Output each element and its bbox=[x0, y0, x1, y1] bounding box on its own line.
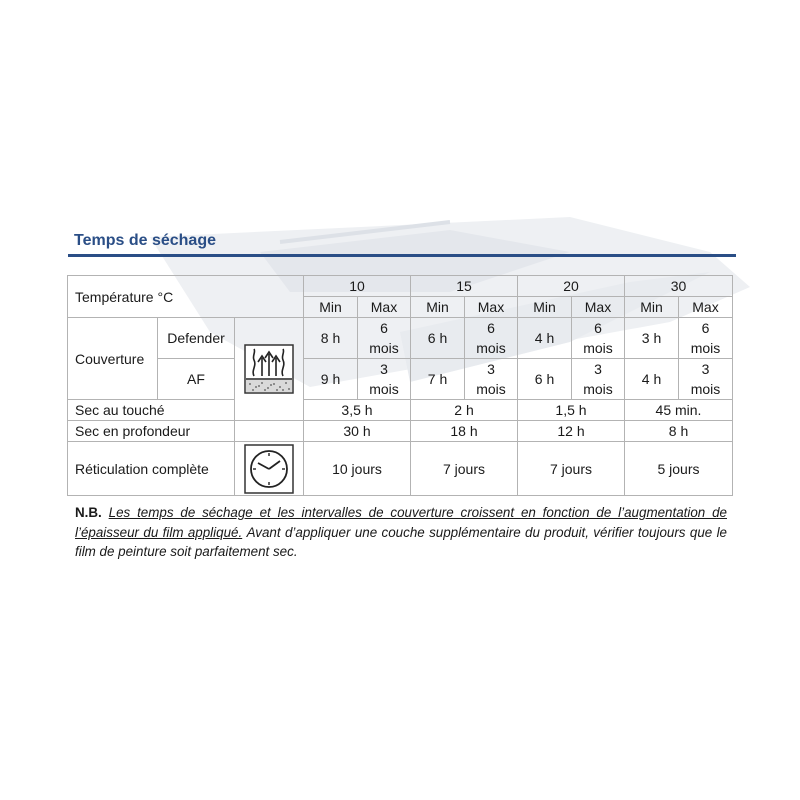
through-dry-row bbox=[68, 421, 733, 442]
min-header: Min bbox=[411, 297, 465, 318]
title-divider bbox=[68, 254, 736, 257]
touch-dry-label: Sec au touché bbox=[68, 400, 235, 421]
max-value: 3 mois bbox=[679, 359, 733, 400]
touch-dry-value: 1,5 h bbox=[518, 400, 625, 421]
clock-icon bbox=[244, 444, 294, 494]
product-label-af: AF bbox=[158, 359, 235, 400]
defender-row bbox=[68, 318, 733, 359]
through-dry-label: Sec en profondeur bbox=[68, 421, 235, 442]
full-cure-label: Réticulation complète bbox=[68, 442, 235, 496]
temperature-header: 15 bbox=[411, 276, 518, 297]
temperature-header: 30 bbox=[625, 276, 733, 297]
min-value: 4 h bbox=[518, 318, 572, 359]
note-prefix: N.B. bbox=[75, 505, 102, 520]
max-header: Max bbox=[358, 297, 411, 318]
touch-dry-value: 3,5 h bbox=[304, 400, 411, 421]
empty-icon-gap bbox=[235, 421, 304, 442]
max-header: Max bbox=[572, 297, 625, 318]
full-cure-row bbox=[68, 442, 733, 496]
heat-waves-drying-icon bbox=[244, 344, 294, 394]
min-value: 6 h bbox=[518, 359, 572, 400]
note-rest-text: Avant d’appliquer une couche supplémentaire du produit, vérifier toujours que le film de peinture soit parfaitement sec. bbox=[75, 524, 727, 559]
cure-icon-cell bbox=[235, 442, 304, 496]
through-dry-value: 12 h bbox=[518, 421, 625, 442]
max-value: 6 mois bbox=[358, 318, 411, 359]
max-value: 3 mois bbox=[572, 359, 625, 400]
drying-icon-cell bbox=[235, 318, 304, 421]
touch-dry-row bbox=[68, 400, 733, 421]
min-value: 4 h bbox=[625, 359, 679, 400]
full-cure-value: 5 jours bbox=[625, 442, 733, 496]
min-header: Min bbox=[625, 297, 679, 318]
section-title: Temps de séchage bbox=[74, 232, 216, 249]
note-paragraph bbox=[75, 503, 727, 562]
min-value: 9 h bbox=[304, 359, 358, 400]
max-value: 6 mois bbox=[465, 318, 518, 359]
max-header: Max bbox=[679, 297, 733, 318]
max-value: 3 mois bbox=[465, 359, 518, 400]
min-header: Min bbox=[518, 297, 572, 318]
temperature-header: 10 bbox=[304, 276, 411, 297]
temperature-header-row bbox=[68, 276, 733, 297]
through-dry-value: 18 h bbox=[411, 421, 518, 442]
min-value: 7 h bbox=[411, 359, 465, 400]
max-value: 6 mois bbox=[679, 318, 733, 359]
through-dry-value: 8 h bbox=[625, 421, 733, 442]
full-cure-value: 10 jours bbox=[304, 442, 411, 496]
note-underlined-text: Les temps de séchage et les intervalles de couverture croissent en fonction de l’augmentation de l’épaisseur du film appliqué. bbox=[75, 505, 727, 540]
max-header: Max bbox=[465, 297, 518, 318]
max-value: 3 mois bbox=[358, 359, 411, 400]
drying-times-table bbox=[67, 275, 733, 496]
min-value: 6 h bbox=[411, 318, 465, 359]
through-dry-value: 30 h bbox=[304, 421, 411, 442]
touch-dry-value: 2 h bbox=[411, 400, 518, 421]
product-label-defender: Defender bbox=[158, 318, 235, 359]
full-cure-value: 7 jours bbox=[518, 442, 625, 496]
temperature-header: 20 bbox=[518, 276, 625, 297]
touch-dry-value: 45 min. bbox=[625, 400, 733, 421]
af-row bbox=[68, 359, 733, 400]
min-header: Min bbox=[304, 297, 358, 318]
temperature-label: Température °C bbox=[68, 276, 304, 318]
full-cure-value: 7 jours bbox=[411, 442, 518, 496]
min-value: 3 h bbox=[625, 318, 679, 359]
max-value: 6 mois bbox=[572, 318, 625, 359]
couverture-label: Couverture bbox=[68, 318, 158, 400]
min-value: 8 h bbox=[304, 318, 358, 359]
